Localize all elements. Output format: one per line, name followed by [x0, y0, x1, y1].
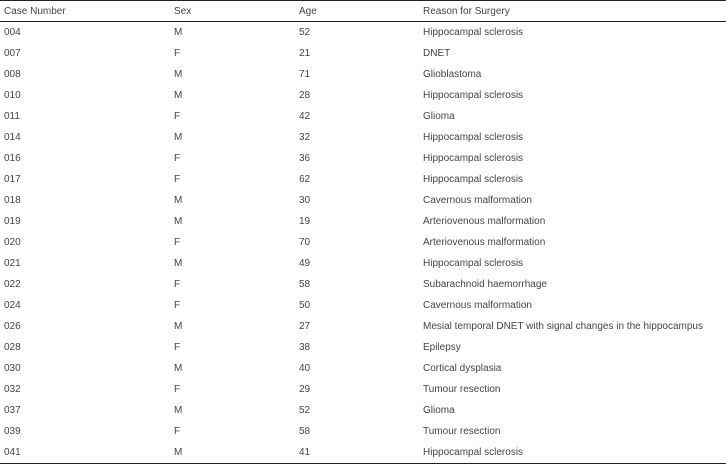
sex-cell: M: [174, 195, 183, 206]
table-row: [0, 358, 726, 379]
sex-cell: M: [174, 405, 183, 416]
age-cell: 40: [299, 363, 311, 374]
case-number-cell: 041: [0, 442, 170, 464]
reason-cell: Hippocampal sclerosis: [419, 442, 726, 464]
header-sex: Sex: [170, 1, 295, 22]
table-row: [0, 295, 726, 316]
reason-cell: Cavernous malformation: [423, 300, 532, 311]
table-row: [0, 337, 726, 358]
table-row: [0, 64, 726, 85]
sex-cell: M: [174, 258, 183, 269]
case-number-cell: 020: [4, 237, 21, 248]
sex-cell: F: [174, 279, 181, 290]
sex-cell: F: [174, 342, 181, 353]
case-number-cell: 022: [4, 279, 21, 290]
sex-cell: F: [174, 153, 181, 164]
age-cell: 19: [299, 216, 311, 227]
table-header: [0, 1, 726, 22]
table-row: [0, 316, 726, 337]
reason-cell: Hippocampal sclerosis: [423, 132, 524, 143]
sex-cell: M: [170, 442, 295, 464]
case-number-cell: 004: [4, 27, 21, 38]
case-number-cell: 018: [4, 195, 21, 206]
reason-cell: Tumour resection: [423, 426, 501, 437]
case-number-cell: 024: [4, 300, 21, 311]
sex-cell: M: [174, 69, 183, 80]
reason-cell: Tumour resection: [423, 384, 501, 395]
age-cell: 32: [299, 132, 311, 143]
case-number-cell: 028: [4, 342, 21, 353]
table-row: [0, 190, 726, 211]
header-case-number: Case Number: [0, 1, 170, 22]
table-row: [0, 442, 726, 464]
table-row: [0, 127, 726, 148]
sex-cell: M: [174, 216, 183, 227]
reason-cell: Arteriovenous malformation: [423, 237, 546, 248]
sex-cell: F: [174, 384, 181, 395]
reason-cell: Cavernous malformation: [423, 195, 532, 206]
case-number-cell: 030: [4, 363, 21, 374]
table-row: [0, 106, 726, 127]
reason-cell: Glioma: [423, 111, 455, 122]
table-row: [0, 379, 726, 400]
case-number-cell: 021: [4, 258, 21, 269]
sex-cell: F: [174, 174, 181, 185]
case-number-cell: 039: [4, 426, 21, 437]
age-cell: 27: [299, 321, 311, 332]
age-cell: 36: [299, 153, 311, 164]
reason-cell: Hippocampal sclerosis: [423, 90, 524, 101]
reason-cell: Arteriovenous malformation: [423, 216, 546, 227]
table-row: [0, 274, 726, 295]
table-row: [0, 421, 726, 442]
age-cell: 41: [295, 442, 419, 464]
age-cell: 52: [299, 405, 311, 416]
reason-cell: Mesial temporal DNET with signal changes in the hippocampus: [423, 321, 703, 332]
sex-cell: M: [174, 27, 183, 38]
case-number-cell: 008: [4, 69, 21, 80]
age-cell: 30: [299, 195, 311, 206]
age-cell: 58: [299, 279, 311, 290]
table-row: [0, 253, 726, 274]
reason-cell: Glioma: [423, 405, 455, 416]
age-cell: 38: [299, 342, 311, 353]
case-number-cell: 011: [4, 111, 20, 122]
sex-cell: F: [174, 300, 181, 311]
reason-cell: Hippocampal sclerosis: [423, 153, 524, 164]
table-body: [0, 22, 726, 464]
table-row: [0, 43, 726, 64]
reason-cell: Glioblastoma: [423, 69, 482, 80]
table-row: [0, 232, 726, 253]
case-number-cell: 017: [4, 174, 21, 185]
sex-cell: M: [174, 321, 183, 332]
age-cell: 50: [299, 300, 311, 311]
age-cell: 70: [299, 237, 311, 248]
sex-cell: F: [174, 111, 181, 122]
case-number-cell: 037: [4, 405, 21, 416]
case-number-cell: 016: [4, 153, 21, 164]
case-number-cell: 032: [4, 384, 21, 395]
case-number-cell: 010: [4, 90, 21, 101]
sex-cell: M: [174, 90, 183, 101]
sex-cell: F: [174, 48, 181, 59]
table-row: [0, 211, 726, 232]
reason-cell: DNET: [423, 48, 451, 59]
age-cell: 28: [299, 90, 311, 101]
header-age: Age: [295, 1, 419, 22]
sex-cell: F: [174, 237, 181, 248]
age-cell: 49: [299, 258, 311, 269]
case-number-cell: 026: [4, 321, 21, 332]
age-cell: 21: [299, 48, 311, 59]
age-cell: 58: [299, 426, 311, 437]
sex-cell: F: [174, 426, 181, 437]
age-cell: 29: [299, 384, 311, 395]
case-number-cell: 014: [4, 132, 21, 143]
table-row: [0, 22, 726, 44]
table-row: [0, 169, 726, 190]
reason-cell: Subarachnoid haemorrhage: [423, 279, 547, 290]
reason-cell: Hippocampal sclerosis: [423, 258, 524, 269]
header-row: [0, 1, 726, 22]
reason-cell: Cortical dysplasia: [423, 363, 502, 374]
case-number-cell: 019: [4, 216, 21, 227]
case-number-cell: 007: [4, 48, 21, 59]
age-cell: 42: [299, 111, 311, 122]
age-cell: 62: [299, 174, 311, 185]
table-row: [0, 148, 726, 169]
sex-cell: M: [174, 363, 183, 374]
table-row: [0, 400, 726, 421]
reason-cell: Hippocampal sclerosis: [423, 174, 524, 185]
header-reason-for-surgery: Reason for Surgery: [419, 1, 726, 22]
reason-cell: Epilepsy: [423, 342, 461, 353]
sex-cell: M: [174, 132, 183, 143]
reason-cell: Hippocampal sclerosis: [423, 27, 524, 38]
table-row: [0, 85, 726, 106]
age-cell: 71: [299, 69, 311, 80]
age-cell: 52: [299, 27, 311, 38]
